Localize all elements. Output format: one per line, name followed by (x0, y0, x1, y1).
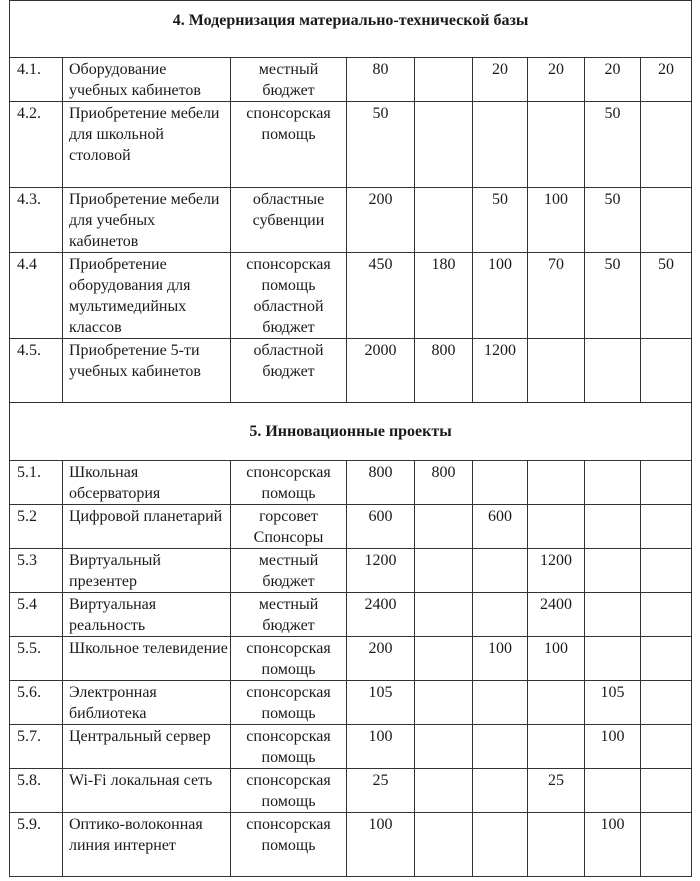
year-amount (641, 769, 692, 813)
row-number: 5.1. (10, 461, 63, 505)
year-amount (415, 102, 473, 188)
year-amount: 800 (415, 461, 473, 505)
year-amount (641, 637, 692, 681)
year-amount: 50 (585, 253, 641, 339)
funding-source-line: спонсорская (246, 256, 331, 273)
row-number: 4.4 (10, 253, 63, 339)
total-amount: 25 (347, 769, 415, 813)
table-row (10, 549, 692, 593)
year-amount (473, 593, 528, 637)
year-amount: 100 (585, 813, 641, 877)
table-row (10, 461, 692, 505)
total-amount: 105 (347, 681, 415, 725)
year-amount (585, 549, 641, 593)
year-amount (528, 461, 585, 505)
funding-source-line: помощь (261, 837, 316, 854)
funding-source-line: помощь (261, 485, 316, 502)
total-amount: 100 (347, 725, 415, 769)
year-amount (528, 681, 585, 725)
row-number: 5.3 (10, 549, 63, 593)
year-amount (585, 637, 641, 681)
row-number: 4.3. (10, 188, 63, 253)
measure-name: Приобретение мебели для школьной столовой (63, 102, 231, 188)
row-number: 5.2 (10, 505, 63, 549)
year-amount (473, 813, 528, 877)
row-number: 5.7. (10, 725, 63, 769)
year-amount: 20 (473, 58, 528, 102)
year-amount: 50 (473, 188, 528, 253)
row-number: 5.8. (10, 769, 63, 813)
funding-source-line: помощь (261, 793, 316, 810)
year-amount (415, 58, 473, 102)
year-amount (641, 505, 692, 549)
year-amount (641, 681, 692, 725)
year-amount (641, 593, 692, 637)
year-amount (641, 188, 692, 253)
year-amount (585, 593, 641, 637)
year-amount: 100 (473, 637, 528, 681)
total-amount: 100 (347, 813, 415, 877)
total-amount: 2400 (347, 593, 415, 637)
funding-source-line: областные (252, 191, 325, 208)
funding-source-line: помощь (261, 705, 316, 722)
year-amount (415, 769, 473, 813)
table-row (10, 593, 692, 637)
funding-source (231, 681, 347, 725)
plan-table (9, 0, 692, 877)
year-amount: 1200 (473, 339, 528, 403)
year-amount (415, 549, 473, 593)
year-amount (585, 461, 641, 505)
measure-name: Виртуальная реальность (63, 593, 231, 637)
year-amount: 2400 (528, 593, 585, 637)
funding-source (231, 253, 347, 339)
measure-name: Приобретение оборудования для мультимедийных классов (63, 253, 231, 339)
year-amount (528, 102, 585, 188)
row-number: 4.5. (10, 339, 63, 403)
total-amount: 200 (347, 188, 415, 253)
year-amount (585, 505, 641, 549)
funding-source-line: спонсорская (246, 772, 331, 789)
table-row (10, 681, 692, 725)
year-amount: 20 (528, 58, 585, 102)
year-amount: 180 (415, 253, 473, 339)
measure-name: Виртуальный презентер (63, 549, 231, 593)
funding-source (231, 339, 347, 403)
year-amount: 20 (641, 58, 692, 102)
funding-source (231, 549, 347, 593)
funding-source-line: спонсорская (246, 816, 331, 833)
funding-source-line: помощь (261, 661, 316, 678)
year-amount (415, 637, 473, 681)
year-amount: 25 (528, 769, 585, 813)
year-amount (415, 725, 473, 769)
funding-source-line: бюджет (262, 319, 315, 336)
year-amount (641, 549, 692, 593)
year-amount (415, 188, 473, 253)
measure-name: Оборудование учебных кабинетов (63, 58, 231, 102)
funding-source (231, 725, 347, 769)
table-row (10, 253, 692, 339)
funding-source-line: горсовет (259, 508, 318, 525)
row-number: 5.5. (10, 637, 63, 681)
year-amount (415, 681, 473, 725)
year-amount: 100 (473, 253, 528, 339)
table-row (10, 102, 692, 188)
year-amount: 800 (415, 339, 473, 403)
year-amount (473, 102, 528, 188)
year-amount (585, 769, 641, 813)
document-page (9, 0, 691, 877)
measure-name: Школьная обсерватория (63, 461, 231, 505)
funding-source-line: областной (253, 342, 324, 359)
table-row (10, 637, 692, 681)
total-amount: 600 (347, 505, 415, 549)
year-amount (415, 505, 473, 549)
year-amount: 600 (473, 505, 528, 549)
section-title: 4. Модернизация материально-технической базы (10, 1, 692, 58)
funding-source-line: областной (253, 298, 324, 315)
measure-name: Цифровой планетарий (63, 505, 231, 549)
measure-name: Приобретение 5-ти учебных кабинетов (63, 339, 231, 403)
table-row (10, 505, 692, 549)
year-amount (473, 725, 528, 769)
year-amount: 70 (528, 253, 585, 339)
funding-source (231, 58, 347, 102)
total-amount: 80 (347, 58, 415, 102)
funding-source-line: бюджет (262, 573, 315, 590)
row-number: 4.1. (10, 58, 63, 102)
year-amount (415, 813, 473, 877)
year-amount (473, 769, 528, 813)
year-amount: 50 (585, 102, 641, 188)
year-amount (528, 725, 585, 769)
funding-source-line: субвенции (252, 212, 325, 229)
section-header-row (10, 1, 692, 58)
year-amount: 1200 (528, 549, 585, 593)
funding-source (231, 769, 347, 813)
row-number: 4.2. (10, 102, 63, 188)
row-number: 5.6. (10, 681, 63, 725)
total-amount: 450 (347, 253, 415, 339)
measure-name: Электронная библиотека (63, 681, 231, 725)
funding-source (231, 505, 347, 549)
funding-source-line: помощь (261, 749, 316, 766)
row-number: 5.9. (10, 813, 63, 877)
year-amount (641, 102, 692, 188)
funding-source-line: спонсорская (246, 728, 331, 745)
year-amount: 100 (528, 188, 585, 253)
year-amount (528, 813, 585, 877)
table-row (10, 188, 692, 253)
funding-source-line: бюджет (262, 363, 315, 380)
year-amount (415, 593, 473, 637)
table-row (10, 725, 692, 769)
year-amount (641, 461, 692, 505)
year-amount: 50 (585, 188, 641, 253)
year-amount (473, 681, 528, 725)
funding-source (231, 102, 347, 188)
funding-source-line: Спонсоры (253, 529, 324, 546)
year-amount: 105 (585, 681, 641, 725)
funding-source-line: спонсорская (246, 684, 331, 701)
funding-source-line: местный (258, 61, 319, 78)
total-amount: 50 (347, 102, 415, 188)
funding-source-line: спонсорская (246, 640, 331, 657)
funding-source-line: спонсорская (246, 105, 331, 122)
year-amount (641, 339, 692, 403)
year-amount (473, 549, 528, 593)
year-amount (585, 339, 641, 403)
funding-source (231, 188, 347, 253)
funding-source-line: местный (258, 552, 319, 569)
year-amount: 20 (585, 58, 641, 102)
funding-source-line: спонсорская (246, 464, 331, 481)
table-row (10, 58, 692, 102)
total-amount: 2000 (347, 339, 415, 403)
year-amount: 100 (528, 637, 585, 681)
total-amount: 200 (347, 637, 415, 681)
total-amount: 800 (347, 461, 415, 505)
table-row (10, 813, 692, 877)
measure-name: Wi-Fi локальная сеть (63, 769, 231, 813)
table-row (10, 339, 692, 403)
measure-name: Школьное телевидение (63, 637, 231, 681)
funding-source-line: бюджет (262, 617, 315, 634)
year-amount (641, 725, 692, 769)
funding-source (231, 813, 347, 877)
funding-source-line: помощь (261, 126, 316, 143)
table-row (10, 769, 692, 813)
funding-source-line: помощь (261, 277, 316, 294)
year-amount (528, 339, 585, 403)
measure-name: Центральный сервер (63, 725, 231, 769)
section-title: 5. Инновационные проекты (10, 403, 692, 461)
year-amount (641, 813, 692, 877)
funding-source (231, 637, 347, 681)
funding-source-line: местный (258, 596, 319, 613)
section-header-row (10, 403, 692, 461)
year-amount (473, 461, 528, 505)
funding-source-line: бюджет (262, 82, 315, 99)
row-number: 5.4 (10, 593, 63, 637)
year-amount: 50 (641, 253, 692, 339)
funding-source (231, 593, 347, 637)
measure-name: Оптико-волоконная линия интернет (63, 813, 231, 877)
measure-name: Приобретение мебели для учебных кабинетов (63, 188, 231, 253)
total-amount: 1200 (347, 549, 415, 593)
funding-source (231, 461, 347, 505)
year-amount (528, 505, 585, 549)
year-amount: 100 (585, 725, 641, 769)
